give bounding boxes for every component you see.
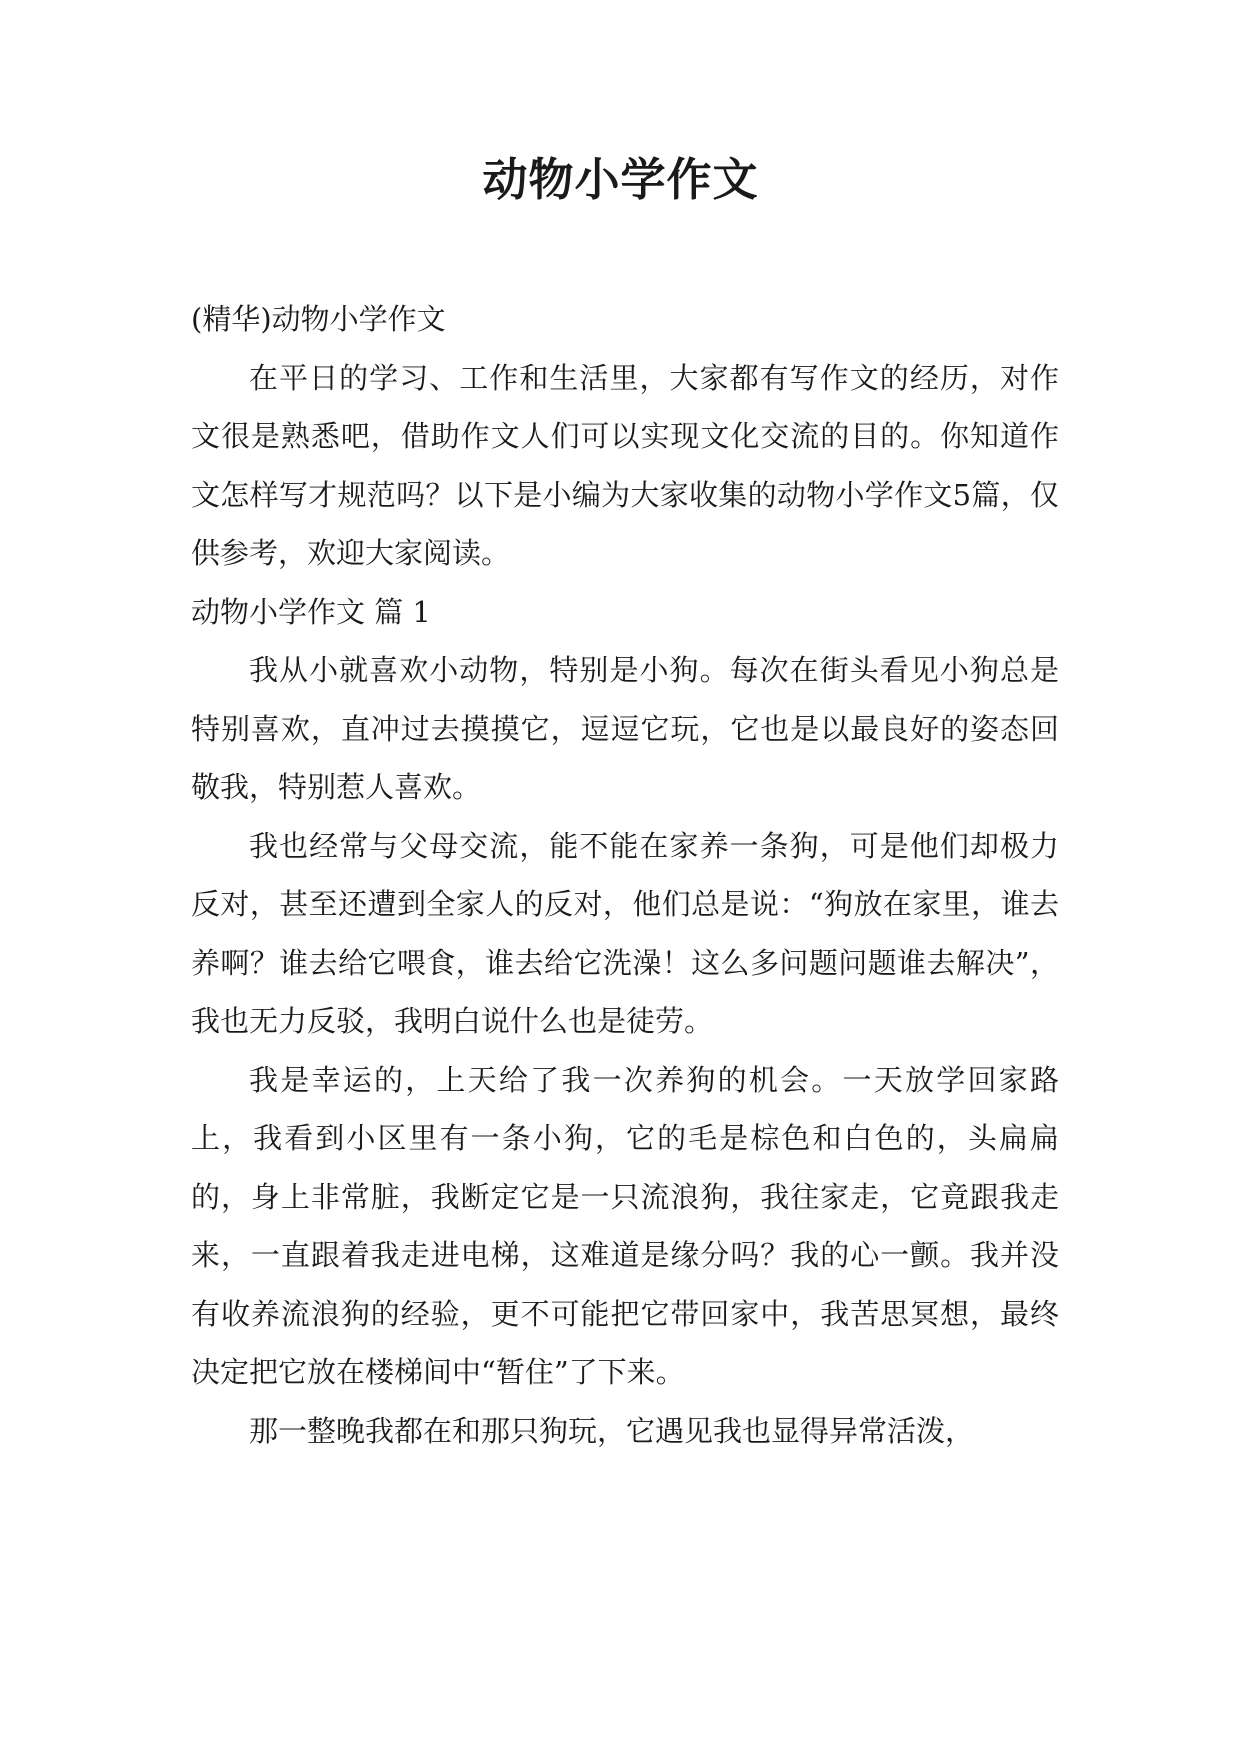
body-paragraph-4: 那一整晚我都在和那只狗玩，它遇见我也显得异常活泼， — [249, 1413, 975, 1448]
body-paragraph-3: 我是幸运的，上天给了我一次养狗的机会。一天放学回家路上，我看到小区里有一条小狗，它的毛是棕色和白色的，头扁扁的，身上非常脏，我断定它是一只流浪狗，我往家走，它竟跟我走来，一直跟着我走进电梯，这难道是缘分吗？我的心一颤。我并没有收养流浪狗的经验，更不可能把它带回家中，我苦思冥想，最终决定把它放在楼梯间中“暂住”了下来。 — [191, 1062, 1059, 1389]
body-paragraph-2: 我也经常与父母交流，能不能在家养一条狗，可是他们却极力反对，甚至还遭到全家人的反对，他们总是说：“狗放在家里，谁去养啊？谁去给它喂食，谁去给它洗澡！这么多问题问题谁去解决”，我也无力反驳，我明白说什么也是徒劳。 — [191, 828, 1059, 1038]
section-heading: 动物小学作文 篇 1 — [191, 594, 431, 629]
document-subtitle: (精华)动物小学作文 — [191, 302, 446, 336]
intro-paragraph: 在平日的学习、工作和生活里，大家都有写作文的经历，对作文很是熟悉吧，借助作文人们可以实现文化交流的目的。你知道作文怎样写才规范吗？以下是小编为大家收集的动物小学作文5篇，仅供参考，欢迎大家阅读。 — [191, 360, 1059, 570]
document-title: 动物小学作文 — [482, 153, 759, 206]
body-paragraph-1: 我从小就喜欢小动物，特别是小狗。每次在街头看见小狗总是特别喜欢，直冲过去摸摸它，逗逗它玩，它也是以最良好的姿态回敬我，特别惹人喜欢。 — [191, 653, 1059, 804]
document-body — [191, 290, 1059, 1460]
